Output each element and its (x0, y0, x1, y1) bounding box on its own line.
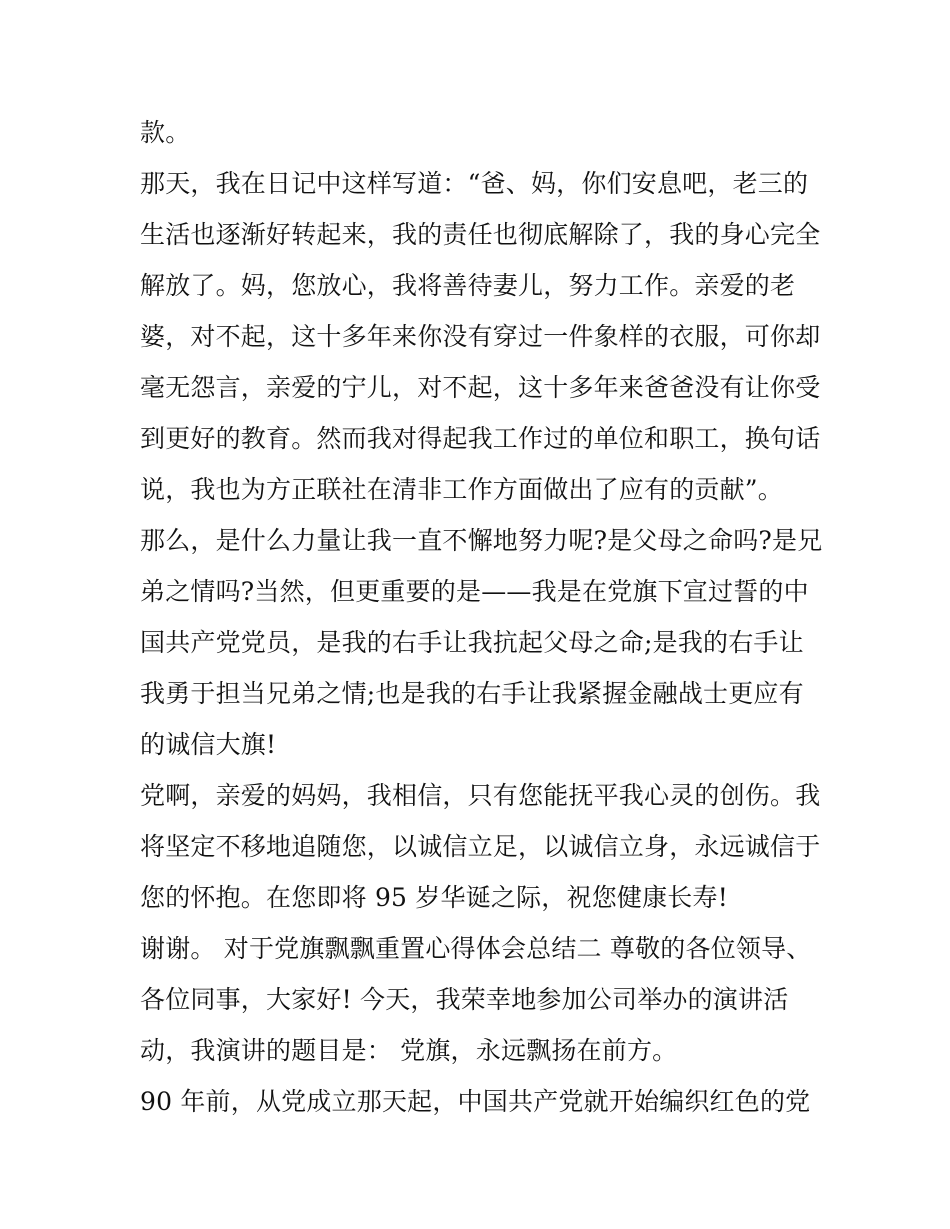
text-line: 将坚定不移地追随您，以诚信立足，以诚信立身，永远诚信于 (140, 832, 821, 861)
text-line: 我勇于担当兄弟之情;也是我的右手让我紧握金融战士更应有 (140, 679, 804, 708)
text-line: 到更好的教育。然而我对得起我工作过的单位和职工，换句话 (140, 424, 821, 453)
text-line: 动，我演讲的题目是： 党旗，永远飘扬在前方。 (140, 1036, 678, 1065)
text-line: 生活也逐渐好转起来，我的责任也彻底解除了，我的身心完全 (140, 220, 821, 249)
text-line: 各位同事，大家好! 今天，我荣幸地参加公司举办的演讲活 (140, 985, 789, 1014)
text-line: 的诚信大旗! (140, 730, 277, 759)
text-line: 那天，我在日记中这样写道：“爸、妈，你们安息吧，老三的 (140, 169, 809, 198)
text-line: 90 年前，从党成立那天起，中国共产党就开始编织红色的党 (140, 1087, 811, 1116)
body-text (140, 107, 823, 1127)
text-line: 党啊，亲爱的妈妈，我相信，只有您能抚平我心灵的创伤。我 (140, 781, 821, 810)
text-line: 毫无怨言，亲爱的宁儿，对不起，这十多年来爸爸没有让你受 (140, 373, 821, 402)
text-line: 说，我也为方正联社在清非工作方面做出了应有的贡献”。 (140, 475, 783, 504)
text-line: 谢谢。 对于党旗飘飘重置心得体会总结二 尊敬的各位领导、 (140, 934, 812, 963)
text-line: 弟之情吗?当然，但更重要的是——我是在党旗下宣过誓的中 (140, 577, 809, 606)
text-line: 那么，是什么力量让我一直不懈地努力呢?是父母之命吗?是兄 (140, 526, 823, 555)
text-line: 款。 (140, 118, 191, 147)
text-line: 您的怀抱。在您即将 95 岁华诞之际，祝您健康长寿! (140, 883, 728, 912)
text-line: 国共产党党员，是我的右手让我抗起父母之命;是我的右手让 (140, 628, 804, 657)
text-line: 解放了。妈，您放心，我将善待妻儿，努力工作。亲爱的老 (140, 271, 796, 300)
text-line: 婆，对不起，这十多年来你没有穿过一件象样的衣服，可你却 (140, 322, 821, 351)
